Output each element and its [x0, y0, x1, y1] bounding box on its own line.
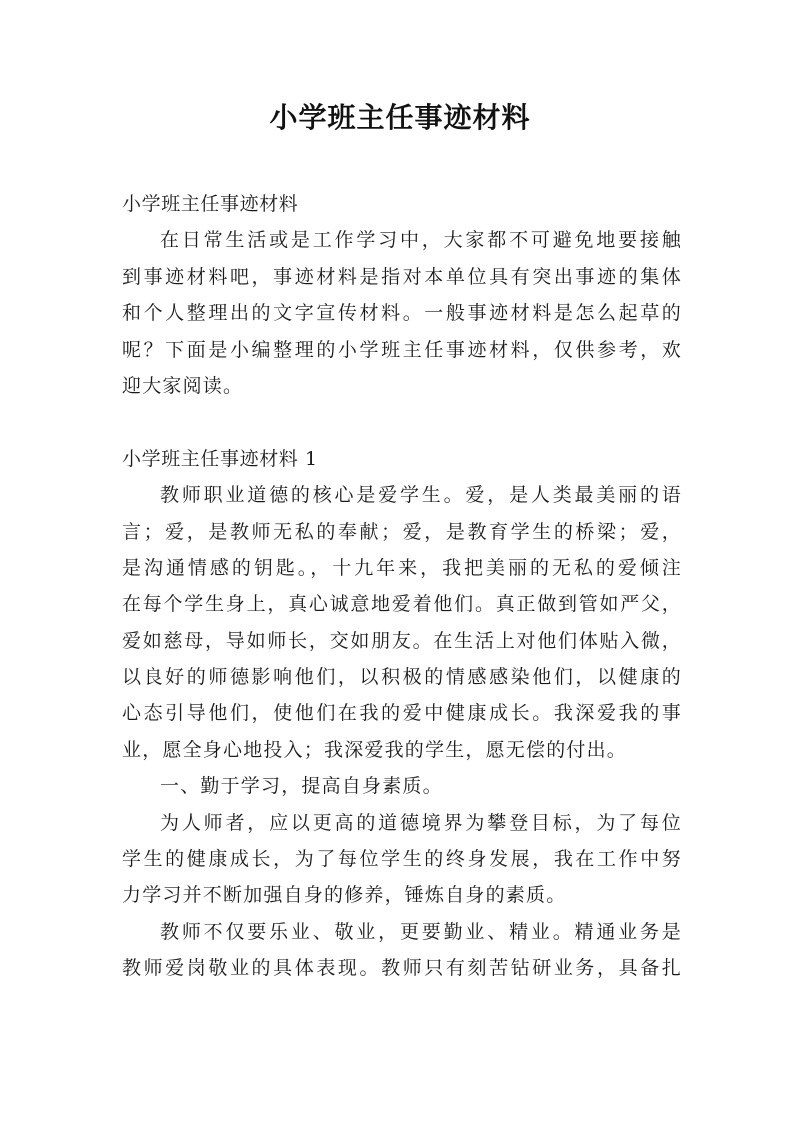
blank-line: [122, 404, 682, 440]
paragraph-line: 教师不仅要乐业、敬业，更要勤业、精业。精通业务是: [160, 920, 682, 943]
paragraph-line: 言；爱，是教师无私的奉献；爱，是教育学生的桥梁；爱，: [122, 520, 682, 543]
paragraph-line: 力学习并不断加强自身的修养，锤炼自身的素质。: [122, 884, 567, 907]
document-title: 小学班主任事迹材料: [269, 101, 531, 134]
paragraph-line: 和个人整理出的文字宣传材料。一般事迹材料是怎么起草的: [122, 302, 682, 325]
paragraph-line: 一、勤于学习，提高自身素质。: [160, 775, 443, 798]
paragraph-line: 业，愿全身心地投入；我深爱我的学生，愿无偿的付出。: [122, 738, 628, 761]
section-heading: 小学班主任事迹材料: [122, 193, 299, 215]
paragraph-line: 爱如慈母，导如师长，交如朋友。在生活上对他们体贴入微，: [122, 629, 682, 652]
paragraph-line: 以良好的师德影响他们，以积极的情感感染他们，以健康的: [122, 666, 682, 689]
paragraph-line: 迎大家阅读。: [122, 374, 244, 397]
paragraph-line: 呢？下面是小编整理的小学班主任事迹材料，仅供参考，欢: [122, 338, 682, 361]
paragraph-line: 为人师者，应以更高的道德境界为攀登目标，为了每位: [160, 811, 682, 834]
paragraph-line: 在日常生活或是工作学习中，大家都不可避免地要接触: [160, 229, 682, 252]
paragraph-line: 教师职业道德的核心是爱学生。爱，是人类最美丽的语: [160, 484, 682, 507]
paragraph-line: 是沟通情感的钥匙。，十九年来，我把美丽的无私的爱倾注: [122, 556, 682, 579]
paragraph-line: 学生的健康成长，为了每位学生的终身发展，我在工作中努: [122, 848, 682, 871]
paragraph-line: 教师爱岗敬业的具体表现。教师只有刻苦钻研业务，具备扎: [122, 957, 682, 980]
document-body: [122, 186, 682, 987]
section-heading: 小学班主任事迹材料 1: [122, 447, 318, 470]
paragraph-line: 心态引导他们，使他们在我的爱中健康成长。我深爱我的事: [122, 702, 682, 725]
paragraph-line: 在每个学生身上，真心诚意地爱着他们。真正做到管如严父，: [122, 593, 682, 616]
paragraph-line: 到事迹材料吧，事迹材料是指对本单位具有突出事迹的集体: [122, 265, 682, 288]
